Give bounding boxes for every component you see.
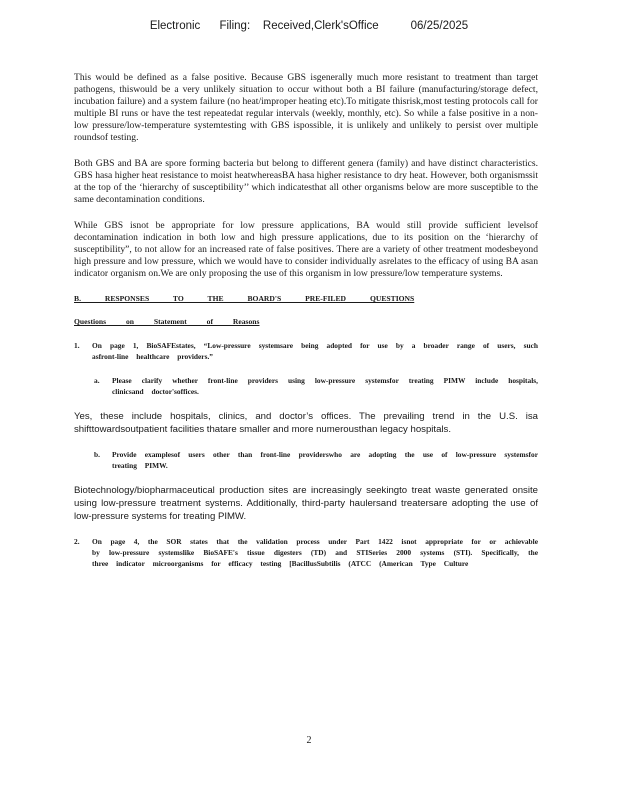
- question-number: 1.: [74, 340, 80, 350]
- question-number: a.: [94, 375, 100, 385]
- document-body: [74, 72, 538, 582]
- section-subheading: Questions on Statement of Reasons: [74, 316, 260, 326]
- question-1: [74, 340, 538, 362]
- question-2: [74, 536, 538, 569]
- question-text: Please clarify whether front-line providers using low-pressure systemsfor treating PIMW include hospitals, clinicsand doctor'soffices.: [112, 375, 538, 396]
- paragraph-low-pressure: While GBS isnot be appropriate for low pressure applications, BA would still provide sufficient levelsof decontamination indication in both low and high pressure applications, due to its position on the ‘hierarchy of susceptibility”, to not allow for an increased rate of false positives. There are a variety of other treatment modesbeyond high pressure and low pressure, which we would have to consider individually asrelates to the efficacy of using BA asan indicator organism on.We are only proposing the use of this organism in low pressure/low temperature systems.: [74, 219, 538, 280]
- question-text: On page 4, the SOR states that the validation process under Part 1422 isnot appropriate for or achievable by low-pressure systemslike BioSAFE's tissue digesters (TD) and STISeries 2000 systems (STI). Specifically, the three indicator microorganisms for efficacy testing [BacillusSubtilis (ATCC (American Type Culture: [92, 536, 538, 568]
- question-text: On page 1, BioSAFEstates, “Low-pressure systemsare being adopted for use by a broader range of users, such asfront-line healthcare providers.”: [92, 340, 538, 361]
- page-number: 2: [306, 735, 312, 746]
- paragraph-false-positive: This would be defined as a false positive. Because GBS isgenerally much more resistant to treatment than target pathogens, thiswould be a very unlikely situation to occur without both a BI failure (manufacturing/storage defect, incubation failure) and a system failure (no heat/improper heating etc).To mitigate thisrisk,most testing protocols call for multiple BI runs or have the test repeatedat regular intervals (weekly, monthly, etc). So while a false positive in a non-low pressure/low-temperature systemtesting with GBS ispossible, it is unlikely and unlikely to persist over multiple roundsof testing.: [74, 72, 538, 144]
- question-1a: [94, 375, 538, 397]
- answer-1b: Biotechnology/biopharmaceutical production sites are increasingly seekingto treat waste generated onsite using low-pressure treatment systems. Additionally, third-party haulersand treatersare adopting the use of low-pressure systems for treating PIMW.: [74, 484, 538, 522]
- section-heading: B. RESPONSES TO THE BOARD'S PRE-FILED QUESTIONS: [74, 293, 415, 303]
- question-number: 2.: [74, 536, 80, 546]
- question-1b: [94, 449, 538, 471]
- question-text: Provide examplesof users other than front-line providerswho are adopting the use of low-pressure systemsfor treating PIMW.: [112, 449, 538, 470]
- question-number: b.: [94, 449, 100, 459]
- filing-header: Electronic Filing: Received,Clerk'sOffice 06/25/2025: [149, 20, 469, 32]
- answer-1a: Yes, these include hospitals, clinics, and doctor’s offices. The prevailing trend in the U.S. isa shifttowardsoutpatient facilities thatare smaller and more numerousthan legacy hospitals.: [74, 410, 538, 435]
- paragraph-gbs-ba: Both GBS and BA are spore forming bacteria but belong to different genera (family) and have distinct characteristics. GBS hasa higher heat resistance to moist heatwhereasBA hasa higher resistance to dry heat. However, both organismssit at the top of the ‘hierarchy of susceptibility’’ which indicatesthat all other organisms below are more susceptible to the same decontamination conditions.: [74, 158, 538, 206]
